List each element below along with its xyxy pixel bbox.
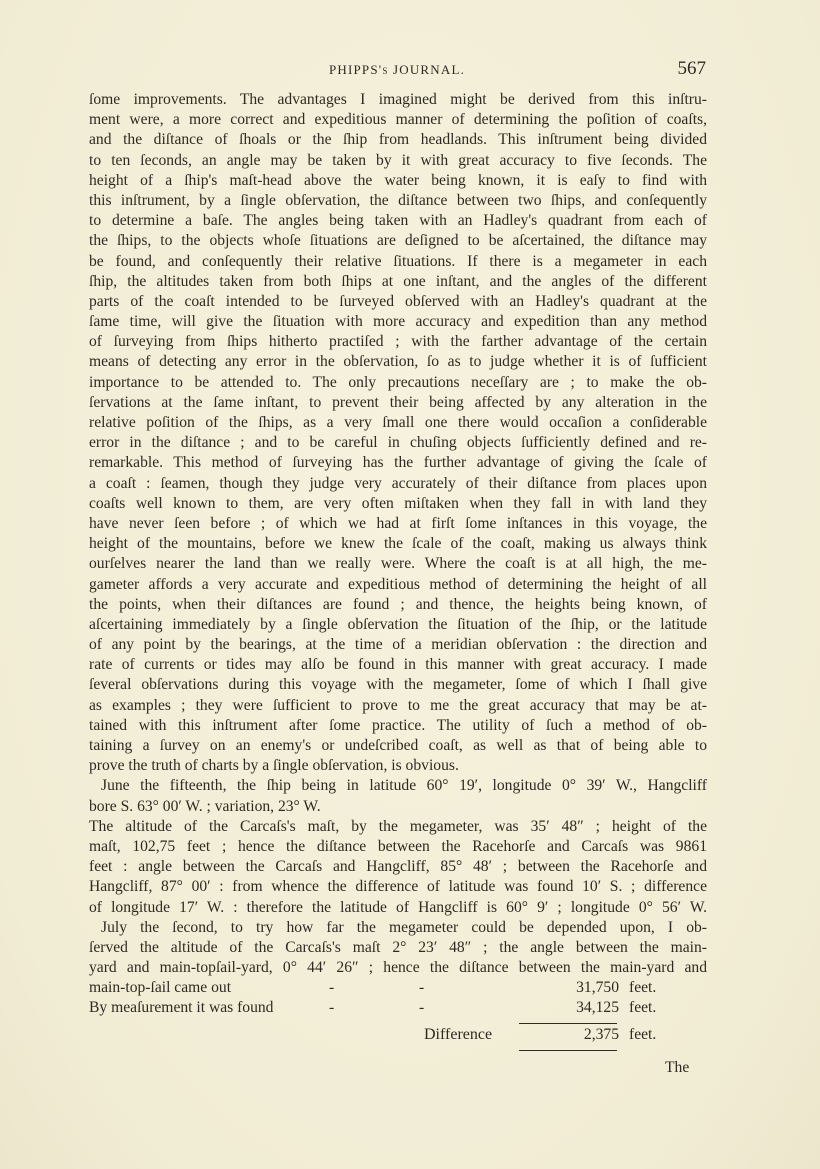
text-line: feet : angle between the Carcaſs and Hangcliff, 85° 48′ ; between the Racehorſe and: [89, 858, 707, 876]
text-line: to determine a baſe. The angles being taken with an Hadley's quadrant from each of: [89, 212, 707, 230]
difference-row: [89, 1019, 707, 1051]
text-line: to ten ſeconds, an angle may be taken by it with great accuracy to five ſeconds. The: [89, 151, 707, 169]
text-line: means of detecting any error in the obſervation, ſo as to judge whether it is of ſufficient: [89, 353, 707, 371]
calculation-value: 34,125: [576, 999, 619, 1017]
text-line: remarkable. This method of ſurveying has the further advantage of giving the ſcale of: [89, 454, 707, 472]
text-line: ſame time, will give the ſituation with more accuracy and expedition than any method: [89, 313, 707, 331]
text-line: importance to be attended to. The only precautions neceſſary are ; to make the ob-: [89, 373, 707, 391]
running-title: PHIPPS's JOURNAL.: [328, 62, 466, 77]
text-line: parts of the coaſt intended to be ſurveyed obſerved with an Hadley's quadrant at the: [89, 292, 707, 310]
difference-unit: feet.: [629, 1025, 657, 1043]
difference-value: 2,375: [583, 1025, 619, 1043]
calculation-label: By meaſurement it was found: [89, 999, 274, 1017]
text-line: this inſtrument, by a ſingle obſervation, the diſtance between two ſhips, and conſequently: [89, 191, 707, 209]
text-line: a coaſt : ſeamen, though they judge very accurately of their diſtance from places upon: [89, 474, 707, 492]
text-line: height of a ſhip's maſt-head above the water being known, it is eaſy to find with: [89, 171, 707, 189]
text-line: The altitude of the Carcaſs's maſt, by the megameter, was 35′ 48″ ; height of the: [89, 817, 707, 835]
text-line: rate of currents or tides may alſo be found in this manner with great accuracy. I made: [89, 656, 707, 674]
text-line: ſeveral obſervations during this voyage with the megameter, ſome of which I ſhall give: [89, 676, 707, 694]
text-line: July the ſecond, to try how far the megameter could be depended upon, I ob-: [101, 918, 707, 936]
text-line: of ſurveying from ſhips hitherto practiſed ; with the farther advantage of the certain: [89, 333, 707, 351]
calculation-label: main-top-ſail came out: [89, 979, 232, 997]
text-line: aſcertaining immediately by a ſingle obſervation the ſituation of the ſhip, or the latitude: [89, 615, 707, 633]
calculation-row: [89, 978, 707, 998]
text-line: tained with this inſtrument after ſome practice. The utility of ſuch a method of ob-: [89, 716, 707, 734]
calculation-unit: feet.: [629, 999, 657, 1017]
calculation-row: [89, 998, 707, 1018]
leader-dash: -: [329, 999, 335, 1017]
text-line: the points, when their diſtances are found ; and thence, the heights being known, of: [89, 595, 707, 613]
text-line: height of the mountains, before we knew the ſcale of the coaſt, making us always think: [89, 535, 707, 553]
text-line: taining a ſurvey on an enemy's or undeſcribed coaſt, as well as that of being able to: [89, 737, 707, 754]
text-line: ſervations at the ſame inſtant, to prevent their being affected by any alteration in the: [89, 393, 707, 411]
text-line: maſt, 102,75 feet ; hence the diſtance between the Racehorſe and Carcaſs was 9861: [89, 837, 707, 855]
text-line: coaſts well known to them, are very often miſtaken when they fall in with land they: [89, 494, 707, 512]
text-line: yard and main-topſail-yard, 0° 44′ 26″ ; hence the diſtance between the main-yard and: [89, 959, 707, 977]
text-line: have never ſeen before ; of which we had at firſt ſome inſtances in this voyage, the: [89, 514, 707, 532]
text-line: of any point by the bearings, at the time of a meridian obſervation : the direction and: [89, 636, 707, 654]
text-line: be found, and conſequently their relative ſituations. If there is a megameter in each: [89, 252, 707, 270]
text-line: as examples ; they were ſufficient to prove to me the great accuracy that may be at-: [89, 696, 707, 714]
catchword: The: [665, 1059, 690, 1076]
text-line: ment were, a more correct and expeditious manner of determining the poſition of coaſts,: [89, 111, 707, 129]
sum-rule-bottom: [519, 1050, 617, 1051]
calculation-value: 31,750: [576, 979, 619, 997]
text-line: Hangcliff, 87° 00′ : from whence the difference of latitude was found 10′ S. ; difference: [89, 878, 707, 896]
text-line: ſhip, the altitudes taken from both ſhips at one inſtant, and the angles of the different: [89, 272, 707, 290]
sum-rule-top: [519, 1023, 617, 1024]
text-line: June the fifteenth, the ſhip being in latitude 60° 19′, longitude 0° 39′ W., Hangcliff: [101, 777, 707, 795]
leader-dash: -: [419, 999, 425, 1017]
text-line: bore S. 63° 00′ W. ; variation, 23° W.: [89, 797, 321, 815]
difference-label: Difference: [424, 1025, 493, 1043]
text-line: gameter affords a very accurate and expeditious method of determining the height of all: [89, 575, 707, 593]
text-line: and the diſtance of ſhoals or the ſhip from headlands. This inſtrument being divided: [89, 131, 707, 149]
body-text: [89, 90, 707, 1051]
text-line: of longitude 17′ W. : therefore the latitude of Hangcliff is 60° 9′ ; longitude 0° 56′ W.: [89, 898, 707, 916]
text-line: relative poſition of the ſhips, as a very ſmall one there would occaſion a conſiderable: [89, 414, 707, 431]
text-line: prove the truth of charts by a ſingle obſervation, is obvious.: [89, 757, 459, 775]
page-number: 567: [677, 58, 706, 79]
running-head: [88, 60, 706, 84]
text-line: ſerved the altitude of the Carcaſs's maſt 2° 23′ 48″ ; the angle between the main-: [89, 938, 707, 956]
text-line: ourſelves nearer the land than we really were. Where the coaſt is at all high, the me-: [89, 555, 707, 573]
leader-dash: -: [329, 979, 335, 997]
calculation-unit: feet.: [629, 979, 657, 997]
text-line: the ſhips, to the objects whoſe ſituations are deſigned to be aſcertained, the diſtance may: [89, 232, 707, 250]
text-line: error in the diſtance ; and to be careful in chuſing objects ſufficiently defined and re-: [89, 434, 707, 452]
leader-dash: -: [419, 979, 425, 997]
text-line: ſome improvements. The advantages I imagined might be derived from this inſtru-: [89, 91, 707, 108]
